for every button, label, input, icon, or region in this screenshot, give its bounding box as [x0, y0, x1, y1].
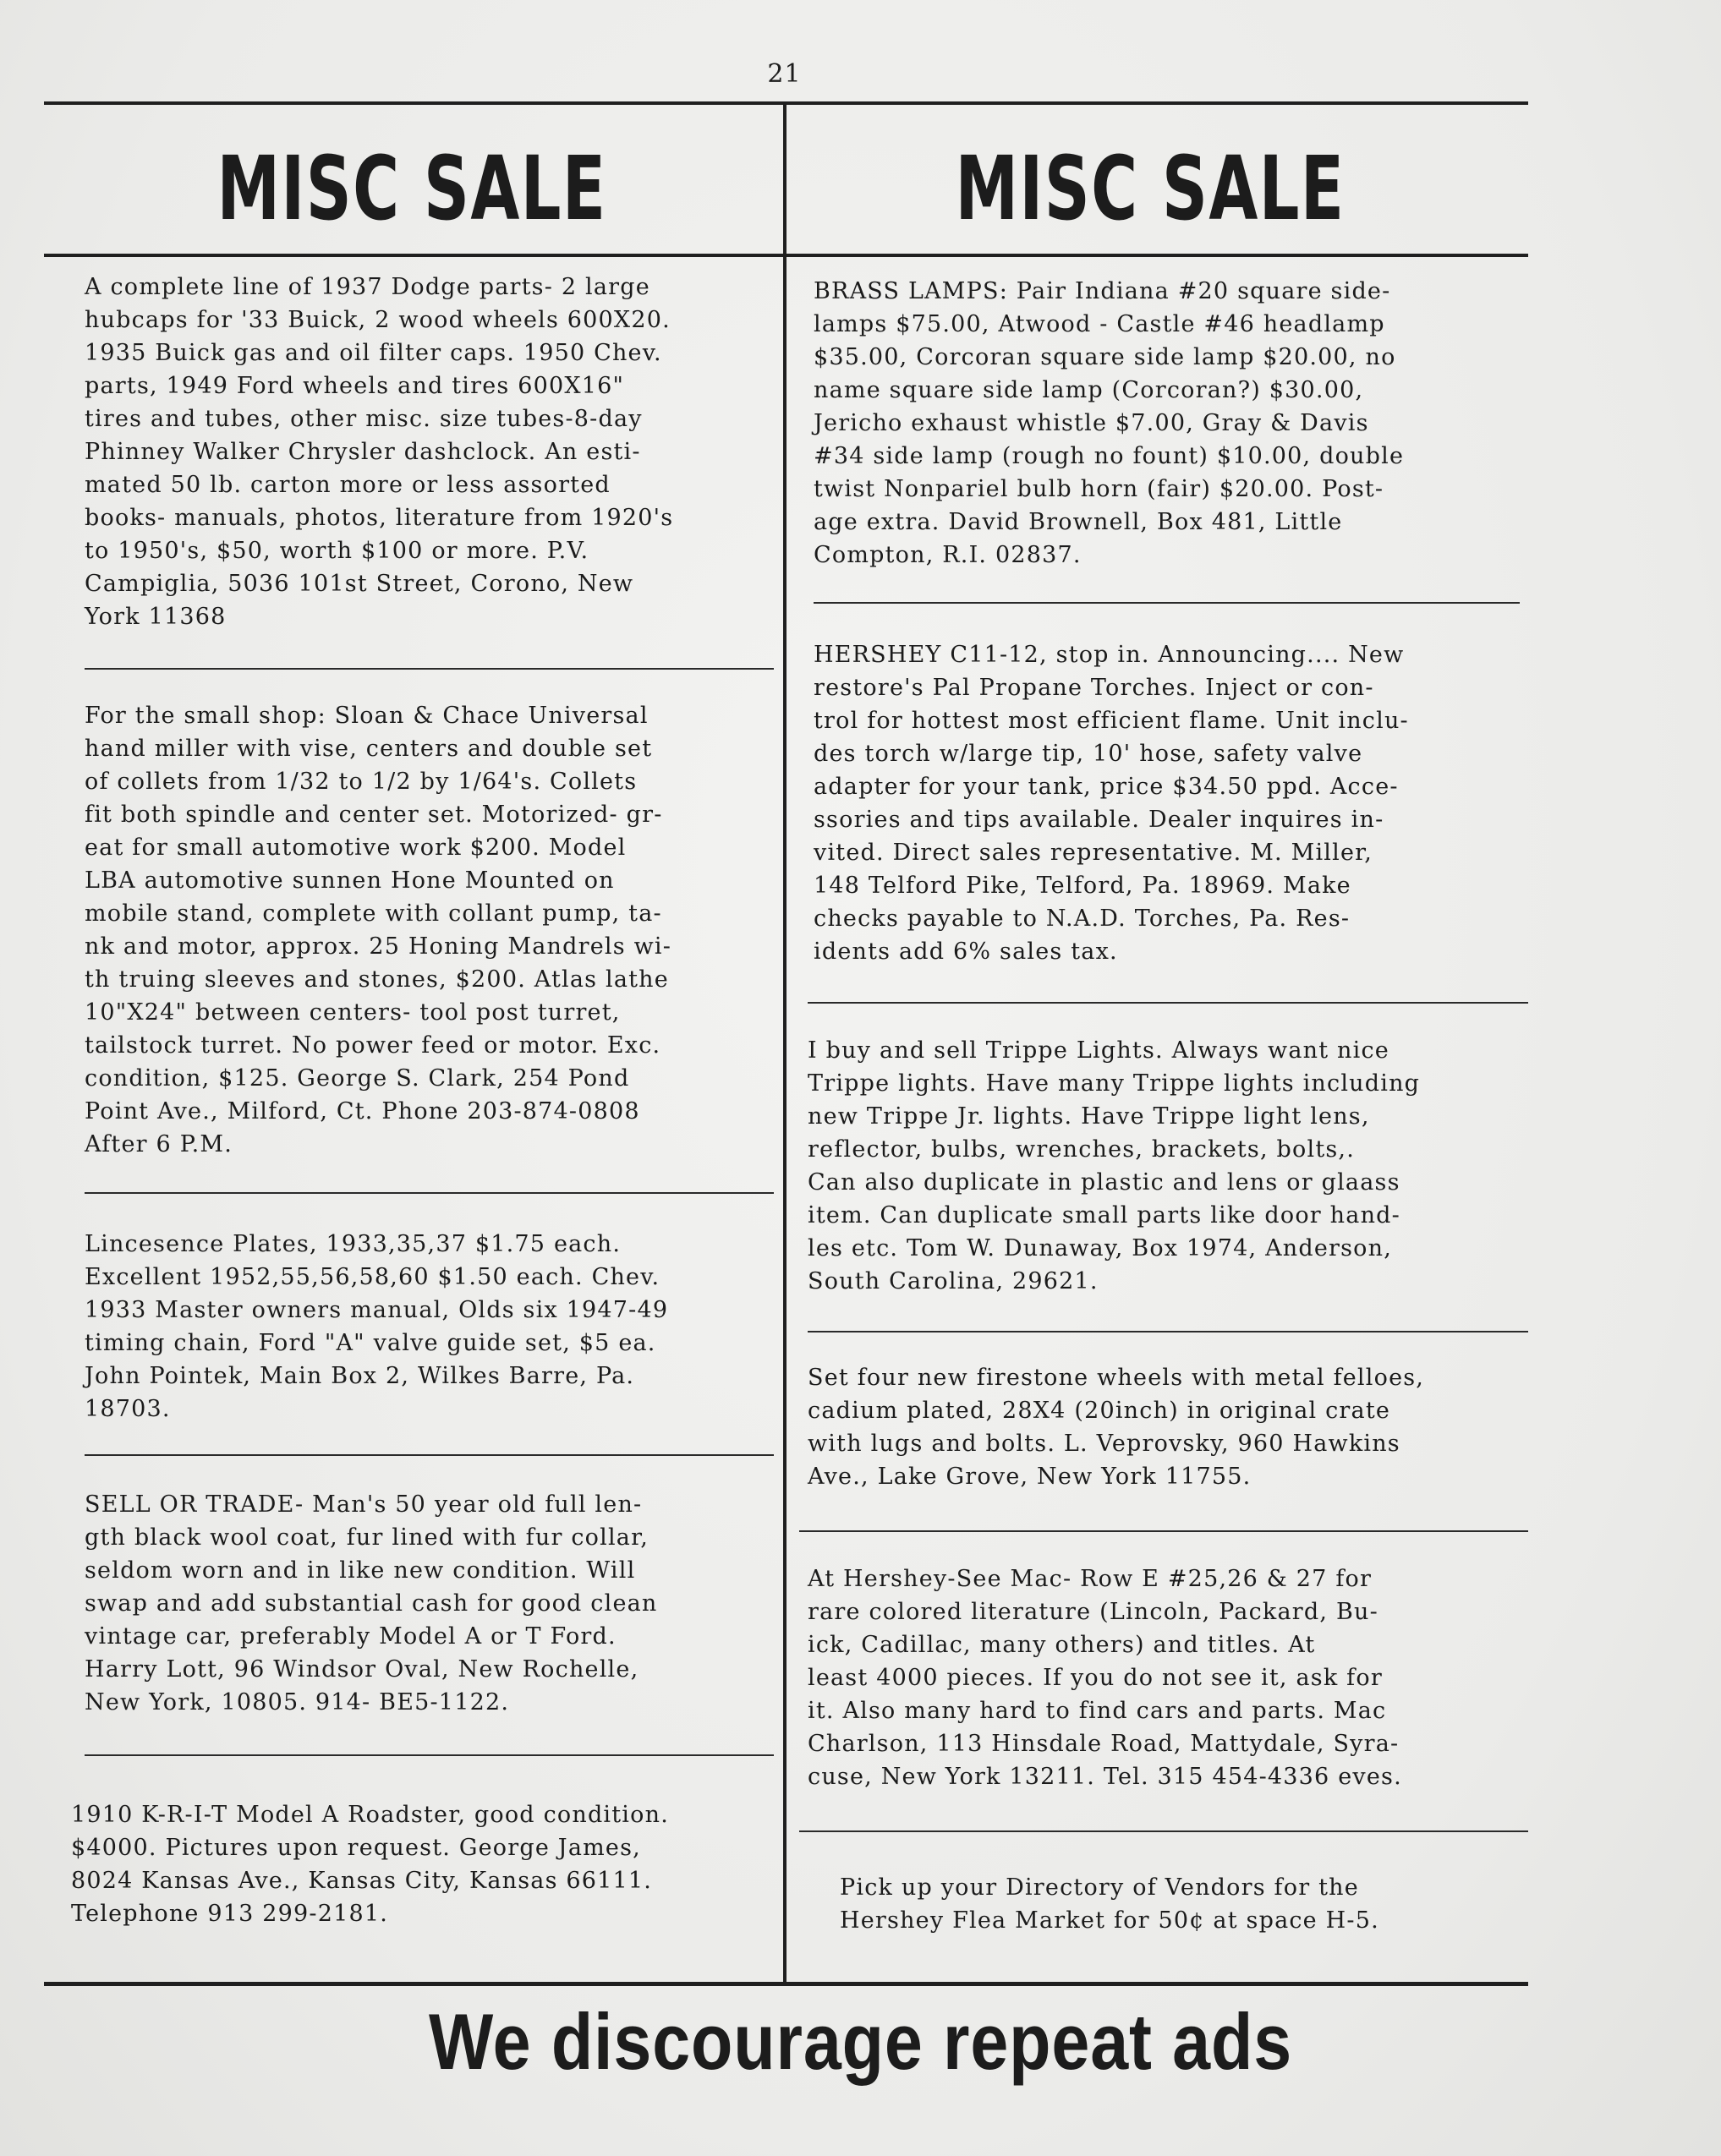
ad-separator [808, 1002, 1528, 1004]
ad-separator [85, 668, 774, 670]
ad-small-shop-tools: For the small shop: Sloan & Chace Universal hand miller with vise, centers and double set of collets from 1/32 to 1/2 by 1/64's. Collets fit both spindle and center set. Motorized- gr- eat for small automotive work $200. Model LBA automotive sunnen Hone Mounted on mobile stand, complete with collant pump, ta- nk and motor, approx. 25 Honing Mandrels wi- th truing sleeves and stones, $200. Atlas lathe 10"X24" between centers- tool post turret, tailstock turret. No power feed or motor. Exc. condition, $125. George S. Clark, 254 Pond Point Ave., Milford, Ct. Phone 203-874-0808 After 6 P.M. [85, 703, 672, 1157]
ad-separator [808, 1331, 1528, 1332]
ad-krit-roadster: 1910 K-R-I-T Model A Roadster, good condition. $4000. Pictures upon request. George James, 8024 Kansas Ave., Kansas City, Kansas 66111. Telephone 913 299-2181. [71, 1802, 669, 1927]
repeat-ads-banner: We discourage repeat ads [428, 1997, 1293, 2086]
ad-separator [85, 1192, 774, 1194]
ad-wool-coat-trade: SELL OR TRADE- Man's 50 year old full len- gth black wool coat, fur lined with fur collar, seldom worn and in like new condition. Will swap and add substantial cash for good clean vintage car, preferably Model A or T Ford. Harry Lott, 96 Windsor Oval, New Rochelle, New York, 10805. 914- BE5-1122. [85, 1491, 658, 1715]
left-column-heading: MISC SALE [216, 136, 607, 240]
ad-trippe-lights: I buy and sell Trippe Lights. Always want nice Trippe lights. Have many Trippe lights including new Trippe Jr. lights. Have Trippe light lens, reflector, bulbs, wrenches, brackets, bolts,. Can also duplicate in plastic and lens or glaass item. Can duplicate small parts like door hand- les etc. Tom W. Dunaway, Box 1974, Anderson, South Carolina, 29621. [808, 1037, 1421, 1294]
ad-vendor-directory: Pick up your Directory of Vendors for the Hershey Flea Market for 50¢ at space H-5. [840, 1874, 1379, 1934]
ad-brass-lamps: BRASS LAMPS: Pair Indiana #20 square side- lamps $75.00, Atwood - Castle #46 headlamp $35.00, Corcoran square side lamp $20.00, no name square side lamp (Corcoran?) $30.00, Jericho exhaust whistle $7.00, Gray & Davis #34 side lamp (rough no fount) $10.00, double twist Nonpariel bulb horn (fair) $20.00. Post- age extra. David Brownell, Box 481, Little Compton, R.I. 02837. [814, 278, 1405, 568]
ad-propane-torches: HERSHEY C11-12, stop in. Announcing.... New restore's Pal Propane Torches. Inject or con- trol for hottest most efficient flame. Unit inclu- des torch w/large tip, 10' hose, safety valve adapter for your tank, price $34.50 ppd. Acce- ssories and tips available. Dealer inquires in- vited. Direct sales representative. M. Miller, 148 Telford Pike, Telford, Pa. 18969. Make checks payable to N.A.D. Torches, Pa. Res- idents add 6% sales tax. [814, 642, 1409, 965]
ad-separator [799, 1830, 1528, 1832]
ad-separator [85, 1454, 774, 1456]
bottom-rule [44, 1982, 1528, 1986]
ad-separator [85, 1754, 774, 1756]
ad-hershey-literature: At Hershey-See Mac- Row E #25,26 & 27 for rare colored literature (Lincoln, Packard, Bu- ick, Cadillac, many others) and titles. At least 4000 pieces. If you do not see it, ask for it. Also many hard to find cars and parts. Mac Charlson, 113 Hinsdale Road, Mattydale, Syra- cuse, New York 13211. Tel. 315 454-4336 eves. [808, 1566, 1402, 1790]
ad-separator [814, 602, 1520, 604]
ad-firestone-wheels: Set four new firestone wheels with metal felloes, cadium plated, 28X4 (20inch) in original crate with lugs and bolts. L. Veprovsky, 960 Hawkins Ave., Lake Grove, New York 11755. [808, 1365, 1425, 1490]
ad-dodge-parts: A complete line of 1937 Dodge parts- 2 large hubcaps for '33 Buick, 2 wood wheels 600X20. 1935 Buick gas and oil filter caps. 1950 Chev. parts, 1949 Ford wheels and tires 600X16" tires and tubes, other misc. size tubes-8-day Phinney Walker Chrysler dashclock. An esti- mated 50 lb. carton more or less assorted books- manuals, photos, literature from 1920's to 1950's, $50, worth $100 or more. P.V. Campiglia, 5036 101st Street, Corono, New York 11368 [85, 274, 674, 630]
right-column-heading: MISC SALE [955, 136, 1346, 240]
ad-license-plates: Lincesence Plates, 1933,35,37 $1.75 each. Excellent 1952,55,56,58,60 $1.50 each. Chev. 1933 Master owners manual, Olds six 1947-49 timing chain, Ford "A" valve guide set, $5 ea. John Pointek, Main Box 2, Wilkes Barre, Pa. 18703. [85, 1231, 669, 1422]
ad-separator [799, 1530, 1528, 1532]
page-number: 21 [767, 59, 802, 89]
column-divider [783, 101, 787, 1986]
